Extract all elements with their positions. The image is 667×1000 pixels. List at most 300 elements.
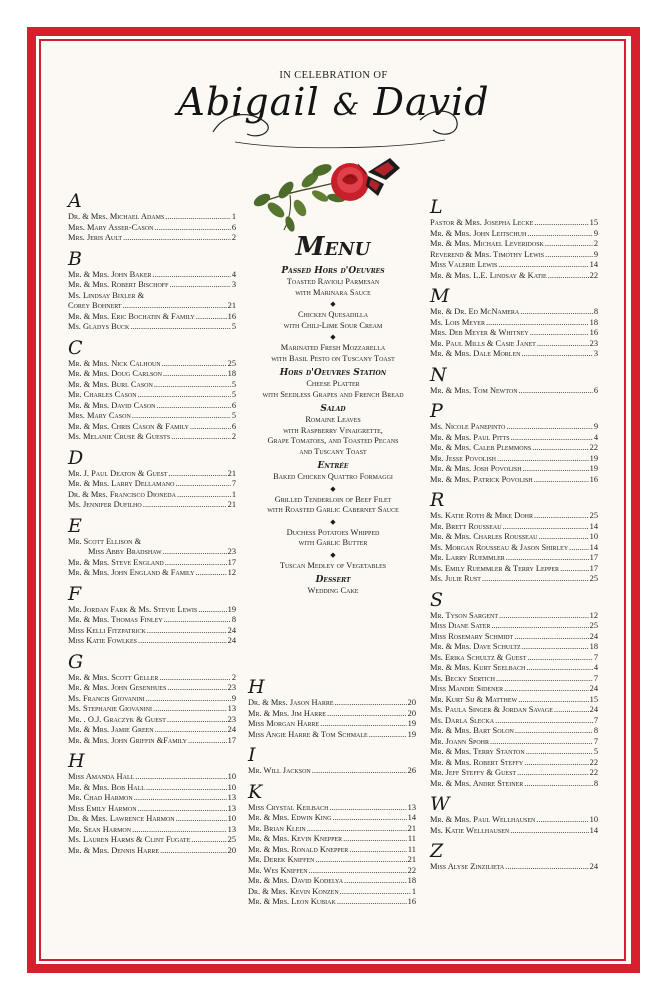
guest-name: Mr. & Mrs. John Griffin &Family bbox=[68, 735, 187, 745]
guest-name: Mr. & Mrs. David Cason bbox=[68, 400, 156, 410]
leader-dots bbox=[147, 626, 227, 637]
menu-item-line: with Chili-Lime Sour Cream bbox=[283, 320, 383, 330]
letter-heading: G bbox=[68, 650, 84, 673]
guest-row bbox=[68, 704, 236, 715]
leader-dots bbox=[506, 553, 589, 564]
leader-dots bbox=[162, 359, 227, 370]
leader-dots bbox=[163, 547, 227, 558]
diamond-divider-icon: ◆ bbox=[330, 550, 336, 559]
leader-dots bbox=[534, 511, 589, 522]
table-number: 14 bbox=[589, 260, 598, 269]
guest-name: Miss Crystal Keilbach bbox=[248, 802, 329, 812]
leader-dots bbox=[123, 233, 231, 244]
guest-name: Mrs. Mary Cason bbox=[68, 411, 131, 420]
guest-row bbox=[68, 558, 236, 569]
guest-name: Reverend & Mrs. Timothy Lewis bbox=[430, 249, 545, 259]
table-number: 13 bbox=[227, 803, 236, 813]
letter-heading: L bbox=[430, 196, 443, 218]
leader-dots bbox=[537, 339, 589, 350]
guest-row bbox=[248, 803, 416, 814]
menu-section-title: Salad bbox=[320, 404, 346, 414]
leader-dots bbox=[335, 698, 407, 709]
guest-name: Mr. & Mrs. Ronald Knepper bbox=[248, 844, 349, 854]
guest-name: Mr. & Mrs. Larry Dellamano bbox=[68, 479, 175, 488]
leader-dots bbox=[167, 715, 227, 726]
guest-row bbox=[68, 636, 236, 647]
leader-dots bbox=[332, 813, 406, 824]
guest-row bbox=[68, 725, 236, 736]
guest-row bbox=[430, 621, 598, 632]
guest-row bbox=[430, 307, 598, 318]
guest-row bbox=[68, 500, 236, 511]
leader-dots bbox=[130, 322, 230, 333]
table-number: 10 bbox=[589, 532, 598, 541]
guest-name: Ms. Erika Schultz & Guest bbox=[430, 652, 527, 662]
guest-name: Mr. Joann Spohr bbox=[430, 736, 489, 746]
guest-name: Mr. & Mrs. Andre Steiner bbox=[430, 778, 524, 788]
leader-dots bbox=[164, 615, 231, 626]
guest-row bbox=[68, 401, 236, 412]
ampersand: & bbox=[332, 88, 361, 123]
guest-row bbox=[430, 663, 598, 674]
guest-row bbox=[68, 846, 236, 857]
leader-dots bbox=[157, 401, 231, 412]
table-number: 8 bbox=[231, 615, 236, 624]
guest-name: Mr. & Mrs. Tom Newton bbox=[430, 385, 518, 395]
table-number: 2 bbox=[593, 239, 598, 248]
guest-name: Mr. J. Paul Deaton & Guest bbox=[68, 468, 168, 478]
guest-row bbox=[248, 855, 416, 866]
table-number: 18 bbox=[589, 317, 598, 327]
menu-item bbox=[248, 472, 418, 483]
leader-dots bbox=[160, 846, 227, 857]
guest-name: Mr. Sean Harmon bbox=[68, 824, 132, 834]
guest-row bbox=[430, 511, 598, 522]
guest-row bbox=[68, 380, 236, 391]
guest-row bbox=[248, 824, 416, 835]
guest-name: Dr. & Mrs. Jason Harre bbox=[248, 698, 334, 707]
guest-name: Mr. Derek Kniffen bbox=[248, 855, 315, 864]
table-number: 23 bbox=[589, 338, 598, 348]
leader-dots bbox=[491, 621, 588, 632]
table-number: 6 bbox=[593, 385, 598, 395]
guest-name: Mr. & Mrs. Paul Wellhausen bbox=[430, 815, 536, 824]
leader-dots bbox=[349, 845, 407, 856]
guest-row bbox=[430, 574, 598, 585]
leader-dots bbox=[545, 239, 593, 250]
name-flourish-icon bbox=[205, 92, 465, 152]
menu-item-line: Cheese Platter bbox=[306, 379, 360, 388]
guest-name: Miss Mandie Sidener bbox=[430, 684, 504, 693]
guest-row bbox=[430, 747, 598, 758]
table-number: 22 bbox=[589, 757, 598, 767]
guest-name: Miss Alyse Zinzilieta bbox=[430, 862, 505, 871]
leader-dots bbox=[309, 866, 407, 877]
guest-name: Mr. & Mrs. Leon Kubiak bbox=[248, 897, 336, 906]
guest-row bbox=[430, 260, 598, 271]
menu-item bbox=[248, 495, 418, 516]
guest-row bbox=[430, 464, 598, 475]
diamond-divider-icon: ◆ bbox=[330, 517, 336, 526]
guest-row bbox=[430, 386, 598, 397]
table-number: 8 bbox=[593, 307, 598, 316]
leader-dots bbox=[343, 834, 407, 845]
groom-name: David bbox=[373, 80, 490, 124]
table-number: 19 bbox=[407, 729, 416, 739]
guest-name: Dr. & Mrs. Francisco Dioneda bbox=[68, 489, 176, 499]
leader-dots bbox=[169, 469, 227, 480]
leader-dots bbox=[153, 704, 227, 715]
table-number: 13 bbox=[227, 793, 236, 802]
table-number: 20 bbox=[407, 708, 416, 718]
menu-section-title: Hors d'Oeuvres Station bbox=[279, 368, 387, 378]
table-number: 19 bbox=[589, 453, 598, 463]
table-number: 22 bbox=[589, 270, 598, 280]
table-number: 4 bbox=[593, 663, 598, 672]
leader-dots bbox=[135, 772, 226, 783]
menu-item-line: Baked Chicken Quattro Formaggi bbox=[273, 472, 393, 481]
leader-dots bbox=[505, 862, 588, 873]
leader-dots bbox=[522, 642, 589, 653]
leader-dots bbox=[514, 632, 588, 643]
menu-item bbox=[248, 379, 418, 400]
leader-dots bbox=[499, 611, 589, 622]
table-number: 17 bbox=[227, 557, 236, 567]
leader-dots bbox=[132, 825, 227, 836]
table-number: 7 bbox=[593, 673, 598, 683]
guest-name: Mr. & Mrs. Jim Harre bbox=[248, 708, 326, 718]
table-number: 5 bbox=[231, 390, 236, 399]
menu-item-line: with Roasted Garlic Cabernet Sauce bbox=[267, 505, 399, 514]
guest-row bbox=[430, 339, 598, 350]
table-number: 18 bbox=[407, 876, 416, 885]
menu-section-title: Dessert bbox=[315, 575, 351, 585]
leader-dots bbox=[165, 558, 227, 569]
leader-dots bbox=[534, 218, 588, 229]
guest-row bbox=[248, 845, 416, 856]
menu-section-title: Passed Hors d'Oeuvres bbox=[281, 266, 385, 276]
leader-dots bbox=[511, 433, 593, 444]
leader-dots bbox=[138, 636, 227, 647]
guest-column-middle bbox=[248, 678, 416, 908]
leader-dots bbox=[132, 411, 231, 422]
table-number: 14 bbox=[589, 521, 598, 531]
table-number: 24 bbox=[589, 684, 598, 693]
leader-dots bbox=[138, 804, 227, 815]
diamond-divider-icon: ◆ bbox=[330, 300, 336, 308]
table-number: 14 bbox=[589, 542, 598, 552]
table-number: 2 bbox=[231, 432, 236, 441]
guest-name: Miss Valerie Lewis bbox=[430, 260, 498, 269]
leader-dots bbox=[134, 793, 227, 804]
table-number: 10 bbox=[227, 782, 236, 792]
leader-dots bbox=[496, 674, 593, 685]
guest-row bbox=[430, 433, 598, 444]
guest-row bbox=[430, 271, 598, 282]
leader-dots bbox=[498, 260, 588, 271]
menu-title: Menu bbox=[295, 232, 371, 262]
letter-heading: W bbox=[430, 793, 450, 815]
leader-dots bbox=[138, 390, 231, 401]
guest-row bbox=[248, 766, 416, 777]
guest-name: Mr. & Mrs. Dennis Harre bbox=[68, 845, 160, 855]
leader-dots bbox=[482, 574, 589, 585]
guest-name: Mr. & Mrs. David Kodelya bbox=[248, 876, 344, 885]
table-number: 5 bbox=[231, 322, 236, 331]
guest-row bbox=[68, 793, 236, 804]
guest-name: Mr. & Mrs. John Gesenhues bbox=[68, 683, 167, 692]
bride-name: Abigail bbox=[177, 80, 320, 124]
leader-dots bbox=[532, 443, 588, 454]
guest-row bbox=[68, 772, 236, 783]
table-number: 26 bbox=[407, 766, 416, 775]
guest-row bbox=[68, 212, 236, 223]
guest-name: Dr. & Mrs. Lawrence Harmon bbox=[68, 814, 175, 823]
guest-row bbox=[68, 626, 236, 637]
guest-row bbox=[430, 475, 598, 486]
letter-heading: A bbox=[68, 190, 82, 212]
guest-name: Mr. & Mrs. L.E. Lindsay & Katie bbox=[430, 270, 547, 280]
guest-name: Ms. Stephanie Giovanini bbox=[68, 704, 152, 713]
menu-section bbox=[248, 232, 418, 597]
table-number: 6 bbox=[231, 400, 236, 410]
guest-row bbox=[248, 834, 416, 845]
guest-row bbox=[430, 564, 598, 575]
leader-dots bbox=[554, 705, 589, 716]
table-number: 18 bbox=[589, 642, 598, 651]
guest-name: Mr. & Mrs. Eric Bochatin & Family bbox=[68, 311, 195, 321]
guest-row bbox=[68, 390, 236, 401]
letter-heading: S bbox=[430, 588, 444, 611]
leader-dots bbox=[524, 758, 588, 769]
guest-name: Mr. & Mrs. Michael Leveridosk bbox=[430, 239, 544, 248]
table-number: 5 bbox=[231, 379, 236, 389]
guest-row bbox=[430, 653, 598, 664]
menu-item-line: with Seedless Grapes and French Bread bbox=[262, 389, 404, 399]
table-number: 8 bbox=[593, 778, 598, 788]
table-number: 1 bbox=[411, 886, 416, 896]
guest-name: Mrs. Mary Asser-Cason bbox=[68, 222, 154, 232]
table-number: 5 bbox=[593, 747, 598, 756]
table-number: 20 bbox=[407, 698, 416, 707]
guest-name: Mr. & Mrs. Kurt Seelbach bbox=[430, 663, 526, 672]
guest-name: Ms. Paula Singer & Jordan Savage bbox=[430, 705, 553, 714]
table-number: 24 bbox=[589, 862, 598, 871]
guest-name: Mr. & Mrs. Robert Bischoff bbox=[68, 280, 169, 289]
guest-name: Mr. & Mrs. Kevin Knepper bbox=[248, 834, 343, 843]
leader-dots bbox=[198, 605, 226, 616]
leader-dots bbox=[515, 726, 593, 737]
leader-dots bbox=[526, 663, 592, 674]
table-number: 6 bbox=[231, 421, 236, 431]
menu-item bbox=[248, 561, 418, 572]
guest-name: Dr. & Mrs. Michael Adams bbox=[68, 212, 165, 221]
guest-row bbox=[430, 443, 598, 454]
table-number: 19 bbox=[407, 719, 416, 728]
guest-row bbox=[68, 715, 236, 726]
table-number: 5 bbox=[231, 411, 236, 420]
letter-heading: F bbox=[68, 582, 82, 605]
table-number: 21 bbox=[227, 301, 236, 310]
letter-heading: B bbox=[68, 247, 82, 270]
guest-name: Mr. & Mrs. Patrick Povolish bbox=[430, 474, 533, 484]
guest-name: Mr. & Mrs. Caleb Plemmons bbox=[430, 443, 532, 452]
leader-dots bbox=[495, 716, 593, 727]
menu-item-line: Grape Tomatoes, and Toasted Pecans bbox=[267, 436, 399, 445]
table-number: 13 bbox=[407, 802, 416, 812]
letter-heading: K bbox=[248, 780, 263, 803]
guest-row bbox=[68, 369, 236, 380]
guest-row bbox=[430, 862, 598, 873]
table-number: 21 bbox=[227, 500, 236, 509]
guest-row bbox=[68, 825, 236, 836]
leader-dots bbox=[154, 380, 231, 391]
menu-item-line: with Basil Pesto on Tuscany Toast bbox=[271, 353, 395, 363]
leader-dots bbox=[520, 307, 593, 318]
guest-row bbox=[430, 632, 598, 643]
menu-item bbox=[248, 415, 418, 457]
table-number: 7 bbox=[231, 479, 236, 488]
leader-dots bbox=[123, 301, 227, 312]
table-number: 10 bbox=[227, 814, 236, 823]
leader-dots bbox=[176, 814, 227, 825]
table-number: 9 bbox=[231, 693, 236, 703]
leader-dots bbox=[146, 783, 227, 794]
guest-row bbox=[68, 736, 236, 747]
menu-section-title: Entrée bbox=[317, 461, 349, 471]
guest-name: Miss Emily Harmon bbox=[68, 803, 137, 813]
table-number: 13 bbox=[227, 704, 236, 713]
table-number: 25 bbox=[227, 835, 236, 844]
table-number: 7 bbox=[593, 736, 598, 746]
guest-row bbox=[430, 328, 598, 339]
leader-dots bbox=[327, 709, 407, 720]
table-number: 3 bbox=[593, 349, 598, 358]
guest-row bbox=[248, 730, 416, 741]
guest-name: Miss Diane Sater bbox=[430, 621, 491, 630]
guest-name: Mr. Charles Cason bbox=[68, 390, 137, 399]
table-number: 2 bbox=[231, 672, 236, 682]
table-number: 8 bbox=[593, 726, 598, 735]
guest-name: Ms. Julie Rust bbox=[430, 574, 481, 583]
table-number: 23 bbox=[227, 714, 236, 724]
table-number: 21 bbox=[227, 468, 236, 478]
guest-name: Miss Rosemary Schmidt bbox=[430, 631, 514, 641]
guest-name: Miss Morgan Harre bbox=[248, 719, 320, 728]
leader-dots bbox=[526, 747, 593, 758]
guest-row bbox=[430, 239, 598, 250]
guest-name: Mrs. Deb Meyer & Whitney bbox=[430, 328, 529, 337]
leader-dots bbox=[177, 490, 231, 501]
guest-name: Ms. Morgan Rousseau & Jason Shirley bbox=[430, 542, 569, 552]
guest-name: Miss Kelli Fitzpatrick bbox=[68, 625, 146, 635]
guest-row bbox=[430, 522, 598, 533]
leader-dots bbox=[190, 422, 231, 433]
guest-name: Mr. Jesse Povolish bbox=[430, 453, 496, 463]
guest-row bbox=[68, 322, 236, 333]
guest-name: Mr. & Mrs. Thomas Finley bbox=[68, 615, 163, 624]
guest-name: Mr. & Dr. Ed McNamera bbox=[430, 307, 520, 316]
table-number: 6 bbox=[231, 222, 236, 232]
guest-name: Pastor & Mrs. Josepha Lecke bbox=[430, 218, 534, 227]
table-number: 16 bbox=[589, 328, 598, 337]
guest-row bbox=[430, 779, 598, 790]
guest-name: Miss Amanda Hall bbox=[68, 772, 135, 781]
guest-row bbox=[430, 737, 598, 748]
guest-name: Mr. & Mrs. John England & Family bbox=[68, 568, 195, 577]
leader-dots bbox=[195, 568, 226, 579]
celebration-heading: IN CELEBRATION OF bbox=[279, 70, 388, 81]
table-number: 24 bbox=[589, 631, 598, 641]
guest-row bbox=[68, 233, 236, 244]
guest-row bbox=[68, 683, 236, 694]
guest-row bbox=[68, 469, 236, 480]
guest-row bbox=[430, 611, 598, 622]
table-number: 18 bbox=[227, 369, 236, 378]
guest-row bbox=[430, 454, 598, 465]
table-number: 22 bbox=[589, 443, 598, 452]
guest-name: Mr. & Mrs. John Leitschuh bbox=[430, 228, 527, 238]
guest-name: Mr. & Mrs. Scott Geller bbox=[68, 672, 159, 682]
guest-name: Ms. Emily Ruemmler & Terry Lepper bbox=[430, 563, 560, 573]
menu-item-line: with Raspberry Vinaigrette, bbox=[283, 425, 383, 435]
guest-row bbox=[68, 814, 236, 825]
leader-dots bbox=[307, 824, 407, 835]
guest-row bbox=[430, 553, 598, 564]
leader-dots bbox=[490, 737, 593, 748]
guest-row bbox=[68, 673, 236, 684]
leader-dots bbox=[504, 684, 589, 695]
menu-item bbox=[248, 586, 418, 597]
diamond-divider-icon: ◆ bbox=[330, 333, 336, 341]
guest-name: Miss Angie Harre & Tom Schmale bbox=[248, 729, 368, 739]
leader-dots bbox=[518, 695, 588, 706]
guest-name: Mr. & Mrs. Nick Calhoun bbox=[68, 358, 161, 368]
guest-column-left bbox=[68, 192, 236, 856]
guest-name: Mr. & Mrs. Paul Pitts bbox=[430, 432, 510, 442]
guest-name: Mr. & Mrs. John Baker bbox=[68, 269, 152, 279]
guest-name: Mr. Wes Kniffen bbox=[248, 865, 308, 875]
table-number: 17 bbox=[589, 553, 598, 562]
table-number: 17 bbox=[227, 735, 236, 745]
table-number: 25 bbox=[589, 621, 598, 630]
guest-row bbox=[68, 411, 236, 422]
guest-name: Mr. & Mrs. Burl Cason bbox=[68, 379, 153, 389]
guest-name: Ms. Becky Sertich bbox=[430, 673, 495, 683]
guest-name: Ms. Lauren Harms & Clint Fugate bbox=[68, 835, 191, 844]
guest-name: Ms. Darla Slecka bbox=[430, 715, 495, 725]
leader-dots bbox=[560, 564, 589, 575]
table-number: 21 bbox=[407, 823, 416, 833]
menu-item-line: Wedding Cake bbox=[307, 586, 359, 595]
table-number: 24 bbox=[589, 705, 598, 714]
guest-name: Mr. & Mrs. Charles Rousseau bbox=[430, 532, 538, 541]
letter-heading: C bbox=[68, 336, 83, 359]
guest-row bbox=[430, 218, 598, 229]
table-number: 7 bbox=[593, 715, 598, 725]
letter-heading: H bbox=[248, 676, 265, 698]
table-number: 1 bbox=[231, 489, 236, 499]
table-number: 23 bbox=[227, 683, 236, 692]
guest-row bbox=[68, 359, 236, 370]
guest-name: Ms. Katie Wellhausen bbox=[430, 825, 510, 835]
guest-name: Mr. & Mrs. Steve England bbox=[68, 557, 164, 567]
leader-dots bbox=[548, 271, 589, 282]
guest-name: Ms. Jennifer Dufilho bbox=[68, 500, 142, 509]
leader-dots bbox=[155, 223, 231, 234]
leader-dots bbox=[175, 479, 230, 490]
table-number: 9 bbox=[593, 249, 598, 259]
